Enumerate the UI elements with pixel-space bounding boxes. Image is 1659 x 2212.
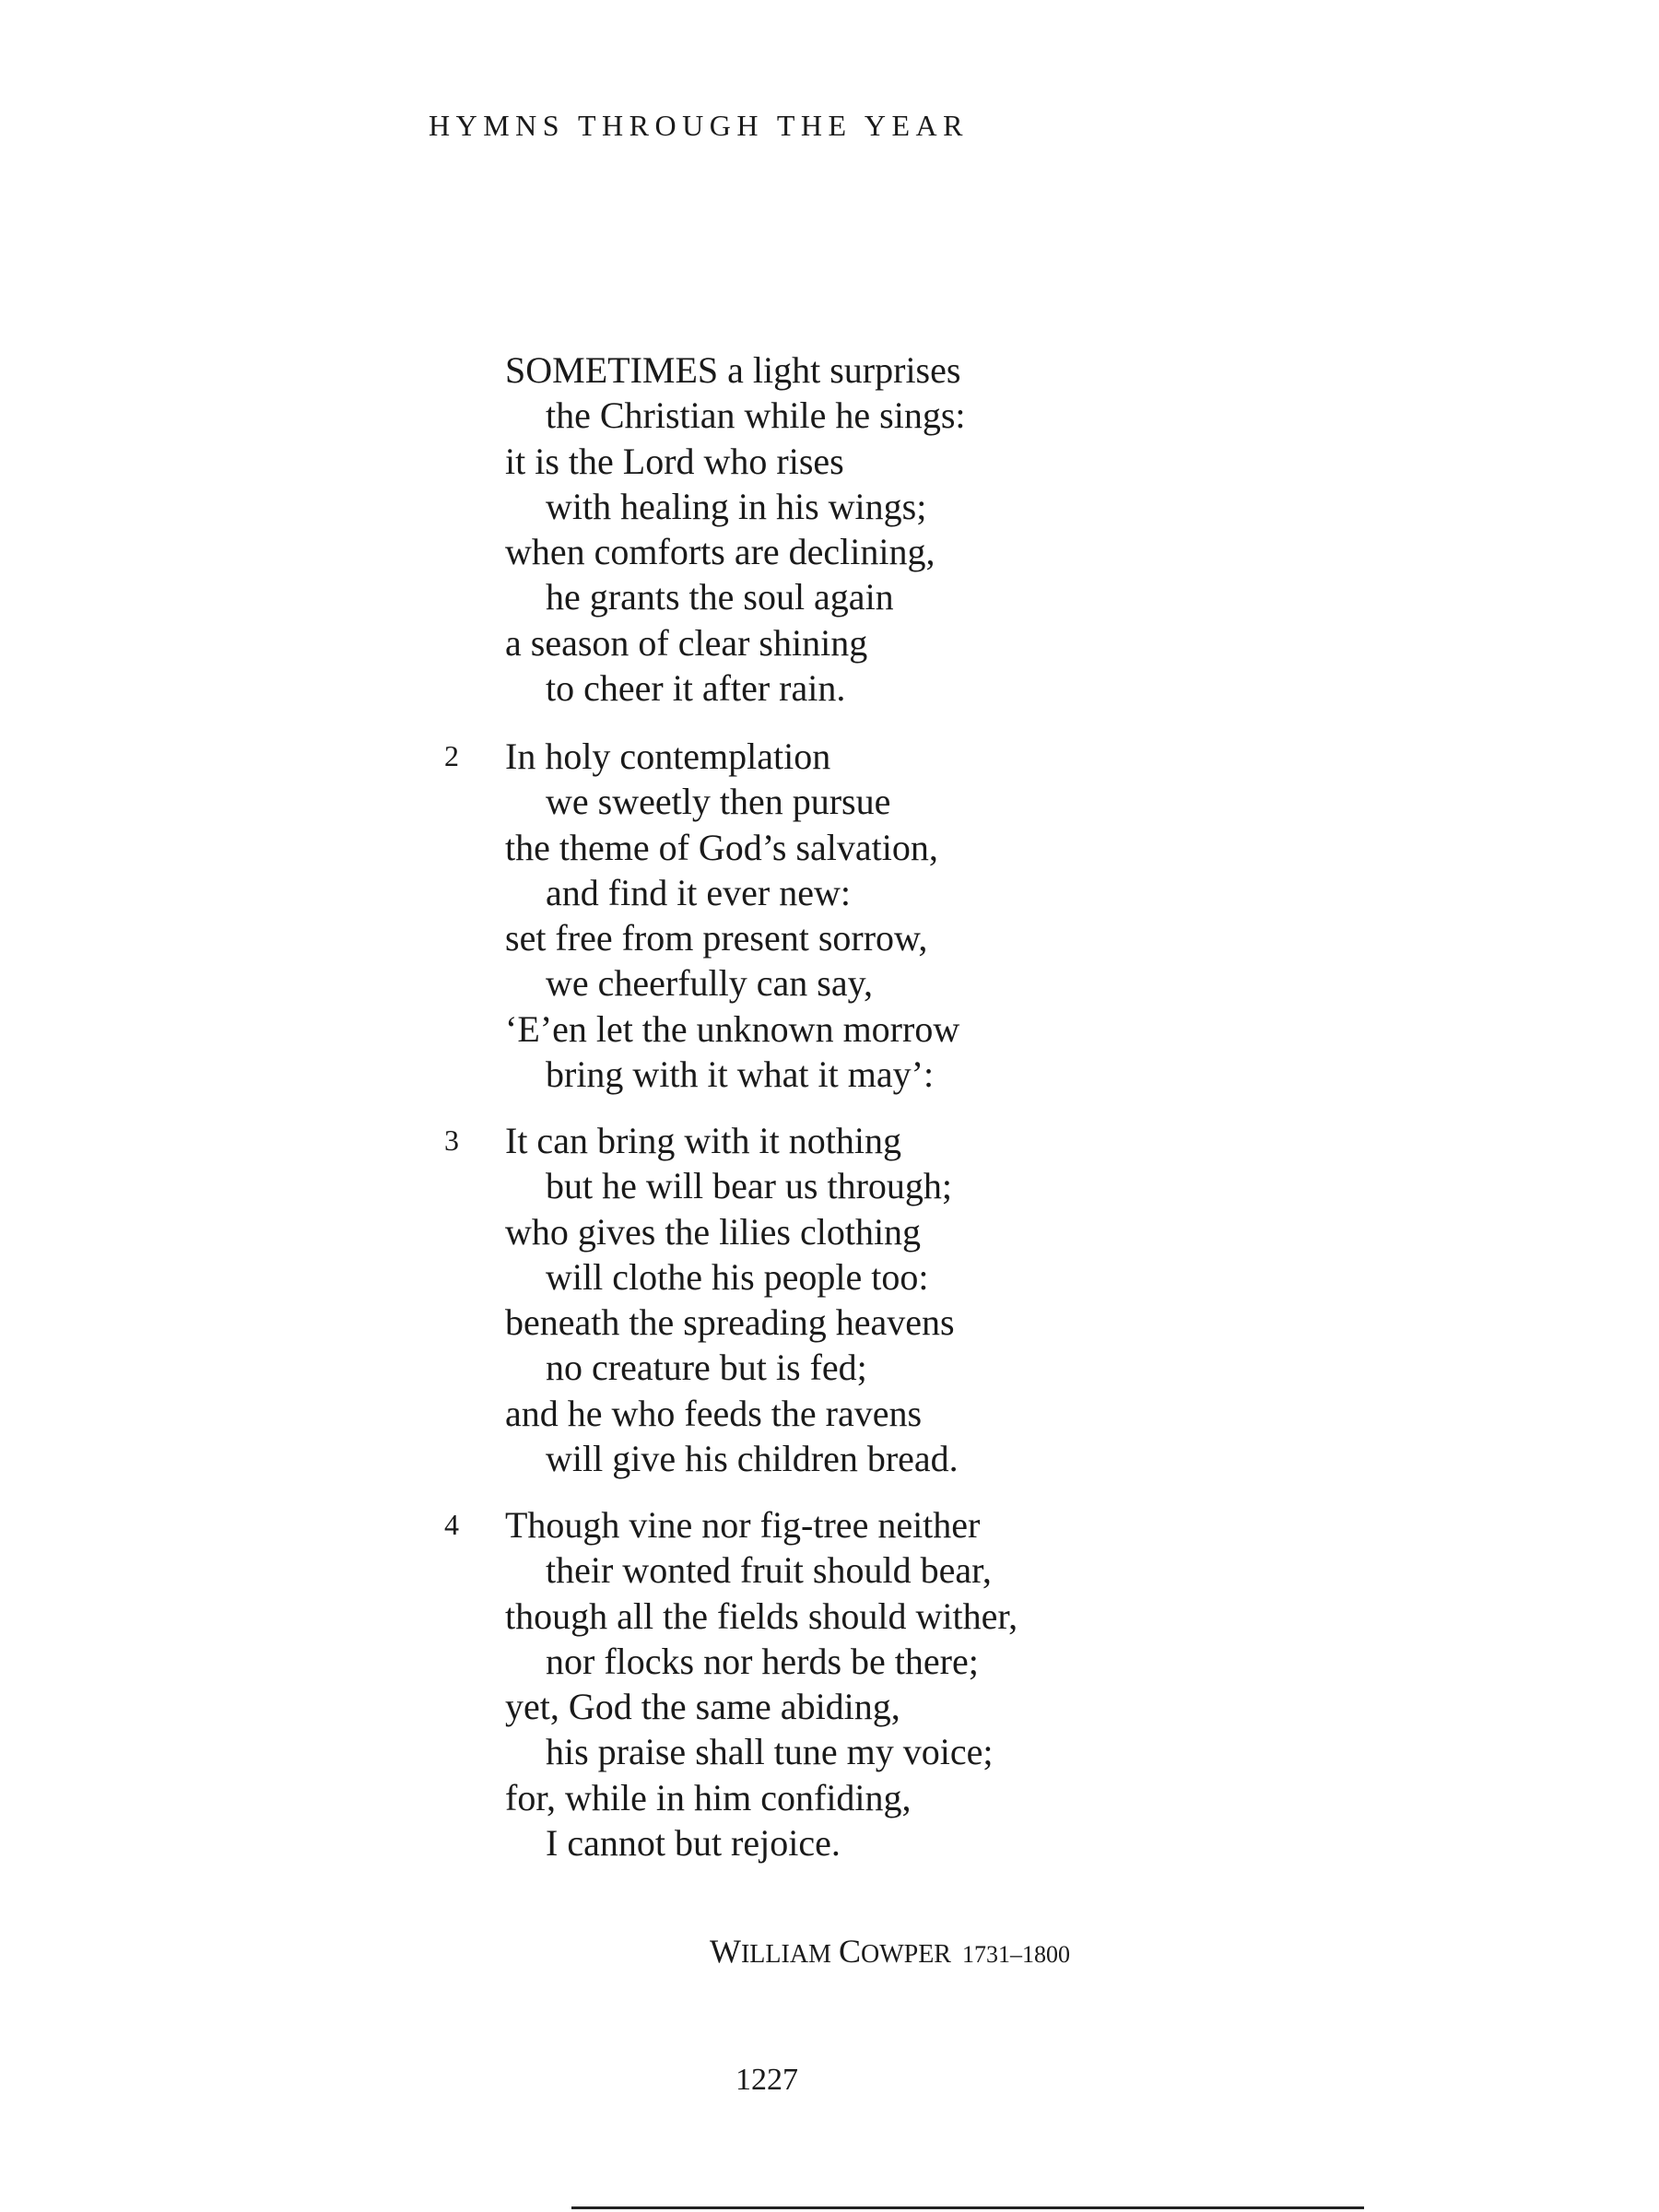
verse-line: his praise shall tune my voice;: [546, 1731, 994, 1773]
verse-line: beneath the spreading heavens: [505, 1301, 955, 1344]
page-number: 1227: [735, 2063, 798, 2097]
verse-line: but he will bear us through;: [546, 1165, 953, 1207]
stanza-2: [444, 734, 960, 1097]
verse-line: we sweetly then pursue: [546, 781, 891, 823]
stanza-4: [444, 1502, 1018, 1865]
verse-line: though all the fields should wither,: [505, 1594, 1018, 1637]
author-dates: 1731–1800: [961, 1941, 1070, 1968]
verse-line: a season of clear shining: [505, 621, 868, 664]
verse-line: It can bring with it nothing: [505, 1120, 901, 1161]
verse-line: will clothe his people too:: [546, 1255, 929, 1298]
verse-line: yet, God the same abiding,: [505, 1686, 900, 1728]
verse-line: we cheerfully can say,: [546, 962, 873, 1005]
verse-number: 3: [444, 1124, 459, 1157]
verse-line: he grants the soul again: [546, 576, 894, 618]
verse-line: their wonted fruit should bear,: [546, 1549, 992, 1592]
author-first-initial: W: [710, 1933, 741, 1970]
verse-line: bring with it what it may’:: [546, 1053, 935, 1096]
verse-line: with healing in his wings;: [546, 485, 927, 527]
verse-line: ‘E’en let the unknown morrow: [505, 1007, 960, 1050]
bottom-rule: [571, 2206, 1364, 2209]
verse-line: and he who feeds the ravens: [505, 1392, 923, 1434]
opening-word: SOMETIMES: [505, 349, 719, 391]
verse-line: no creature but is fed;: [546, 1347, 867, 1389]
verse-line: Though vine nor fig-tree neither: [505, 1504, 981, 1546]
stanza-3: [444, 1118, 959, 1481]
verse-line: the Christian while he sings:: [546, 394, 966, 437]
verse-line: nor flocks nor herds be there;: [546, 1640, 979, 1682]
verse-line: set free from present sorrow,: [505, 917, 928, 959]
author-first-rest: ILLIAM: [740, 1940, 831, 1969]
verse-line: In holy contemplation: [505, 735, 831, 777]
verse-number: 2: [444, 739, 459, 772]
opening-line-rest: a light surprises: [718, 349, 961, 391]
verse-line: the theme of God’s salvation,: [505, 826, 938, 868]
verse-line: will give his children bread.: [546, 1438, 959, 1480]
author-attribution: [710, 1932, 1070, 1971]
verse-line: who gives the lilies clothing: [505, 1210, 922, 1253]
verse-line: [505, 347, 966, 393]
verse-line: it is the Lord who rises: [505, 440, 844, 482]
running-head: HYMNS THROUGH THE YEAR: [429, 109, 969, 142]
verse-number: 4: [444, 1508, 459, 1541]
verse-line: I cannot but rejoice.: [546, 1822, 841, 1865]
verse-line: for, while in him confiding,: [505, 1776, 912, 1818]
verse-line: when comforts are declining,: [505, 531, 935, 573]
author-name: [710, 1933, 951, 1970]
author-last-rest: OWPER: [860, 1940, 951, 1969]
verse-line: to cheer it after rain.: [546, 667, 846, 710]
verse-line: and find it ever new:: [546, 871, 851, 913]
author-last-initial: C: [838, 1933, 861, 1970]
stanza-1: [505, 347, 966, 711]
